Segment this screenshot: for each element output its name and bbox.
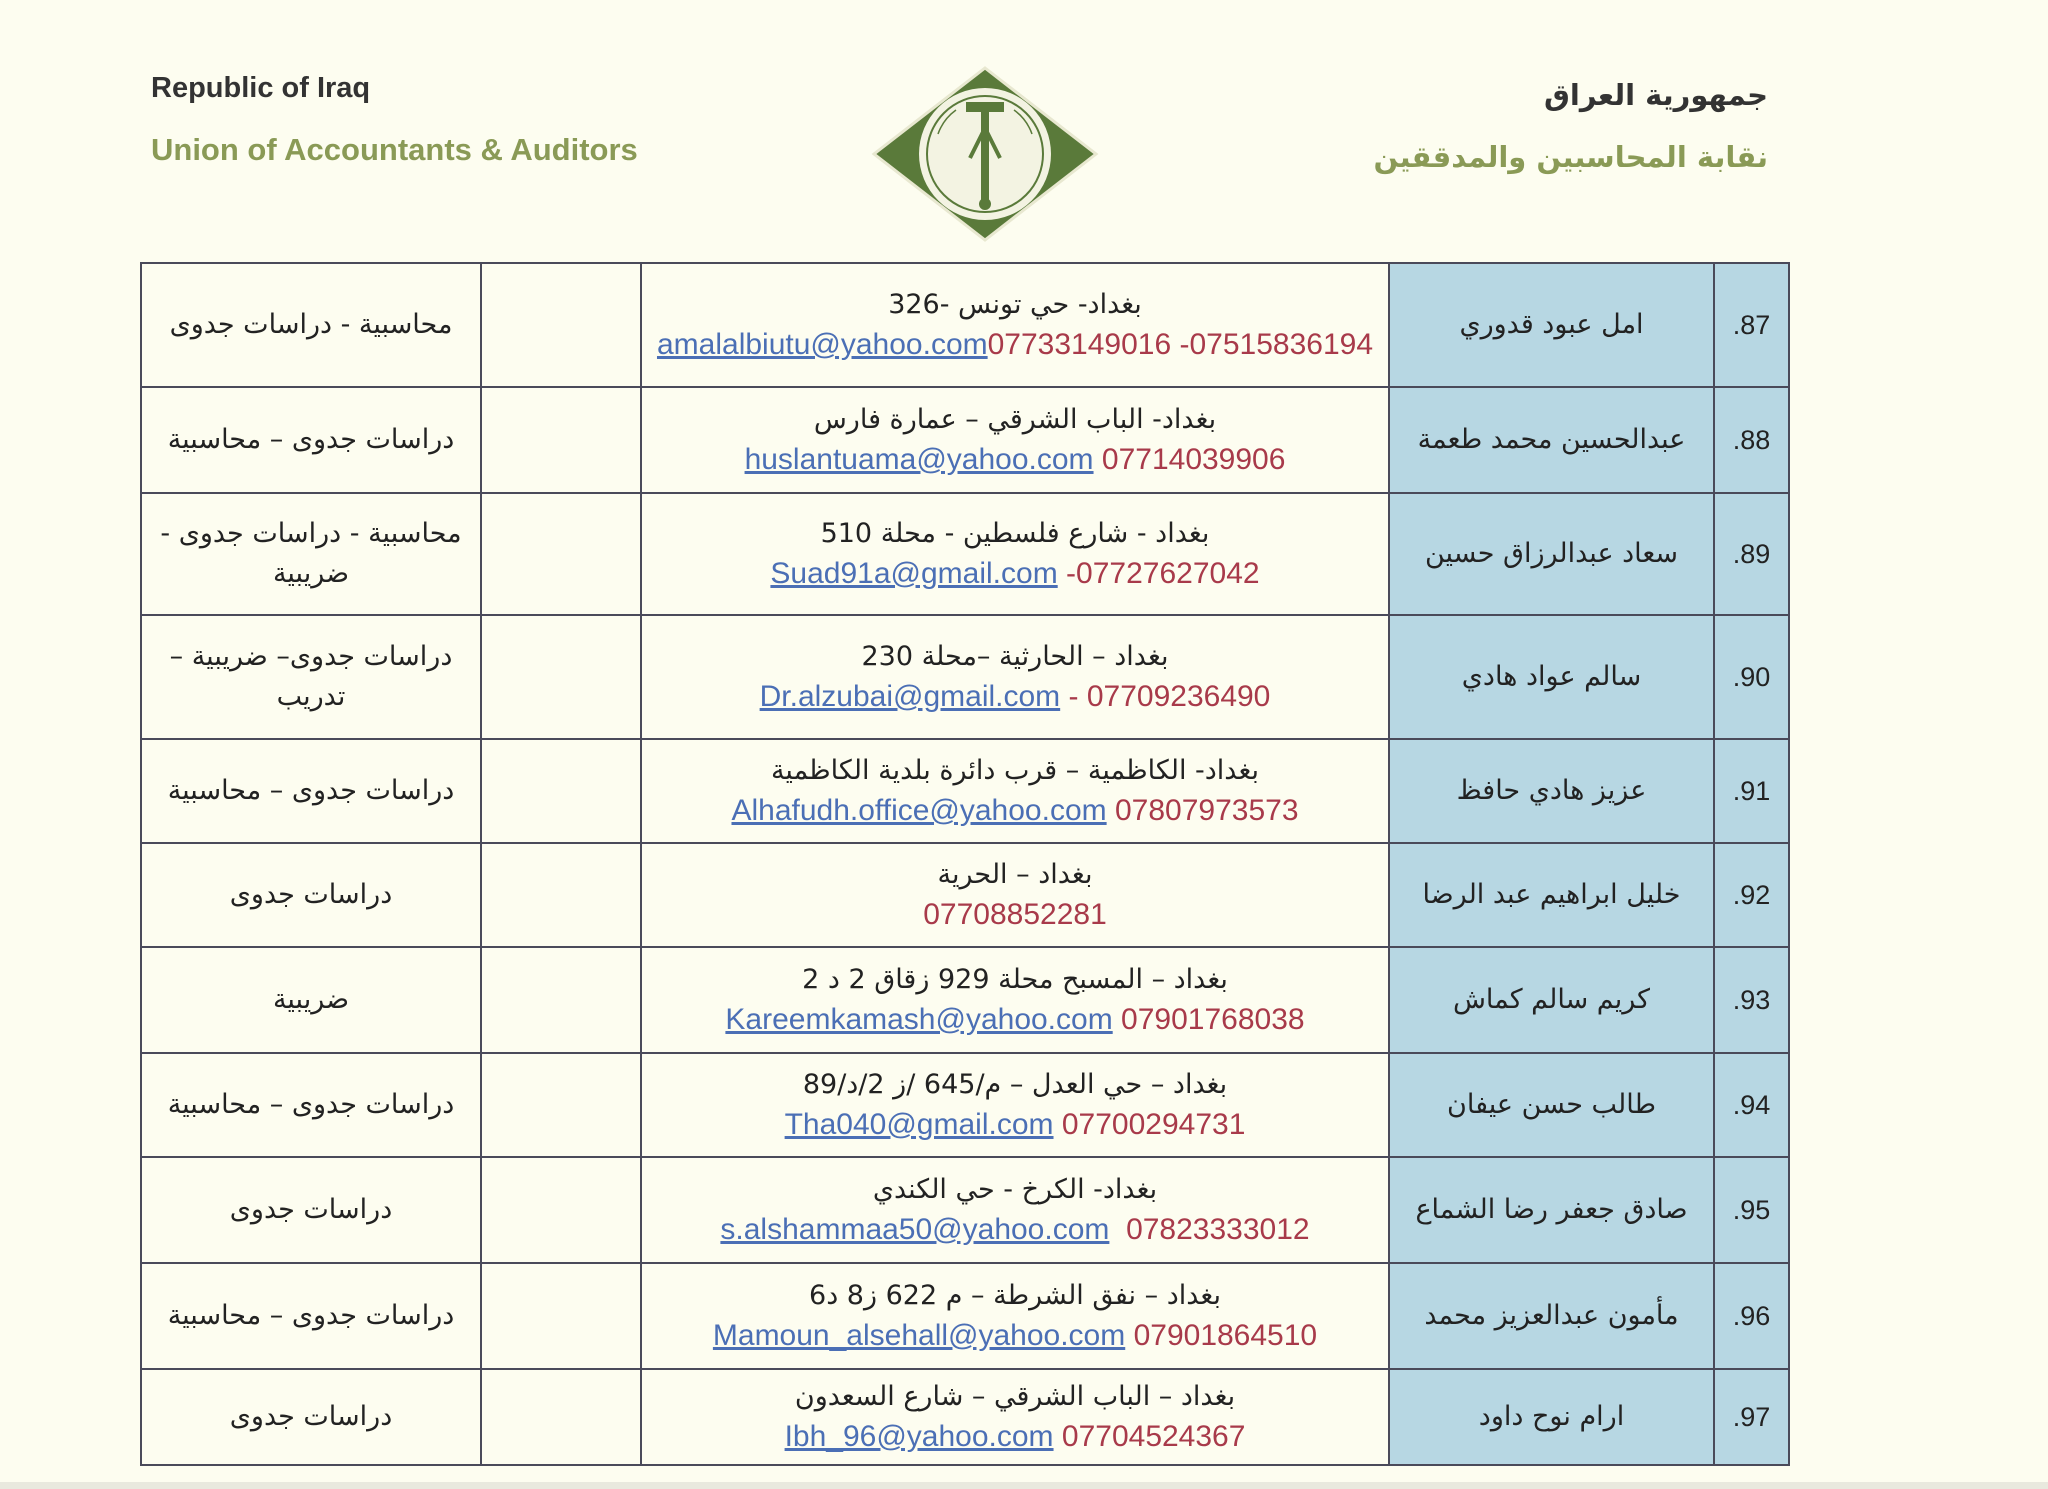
email-link[interactable]: amalalbiutu@yahoo.com: [656, 328, 988, 361]
address-contact-cell: [641, 739, 1389, 843]
specialization-cell: دراسات جدوى: [141, 843, 481, 947]
address-text: بغداد- الباب الشرقي – عمارة فارس: [813, 404, 1217, 435]
address-text: بغداد – نفق الشرطة – م 622 ز8 د6: [809, 1280, 1221, 1311]
table-row: [141, 1157, 1789, 1263]
contact-line: [642, 440, 1388, 480]
address-text: بغداد- الكرخ - حي الكندي: [872, 1174, 1158, 1205]
address-contact-cell: [641, 387, 1389, 493]
contact-line: [642, 677, 1388, 717]
member-name-cell: امل عبود قدوري: [1389, 263, 1714, 387]
row-number-cell: .90: [1714, 615, 1789, 739]
table-row: [141, 739, 1789, 843]
phone-number: 07708852281: [923, 898, 1107, 931]
phone-number: 07733149016 -07515836194: [987, 328, 1374, 361]
empty-cell: [481, 1053, 641, 1157]
empty-cell: [481, 843, 641, 947]
address-text: بغداد- الكاظمية – قرب دائرة بلدية الكاظمية: [770, 755, 1260, 786]
contact-separator: [1054, 1108, 1062, 1141]
member-name-cell: سالم عواد هادي: [1389, 615, 1714, 739]
header-arabic: [1373, 78, 1768, 174]
empty-cell: [481, 387, 641, 493]
address-text: بغداد – الحارثية –محلة 230: [861, 641, 1169, 672]
row-number-cell: .97: [1714, 1369, 1789, 1465]
row-number-cell: .92: [1714, 843, 1789, 947]
table-row: [141, 843, 1789, 947]
row-number-cell: .96: [1714, 1263, 1789, 1369]
union-seal-logo: [870, 64, 1100, 244]
address-contact-cell: [641, 615, 1389, 739]
address-contact-cell: [641, 843, 1389, 947]
address-text: بغداد - شارع فلسطين - محلة 510: [820, 518, 1210, 549]
specialization-cell: دراسات جدوى: [141, 1369, 481, 1465]
contact-separator: [1125, 1319, 1133, 1352]
row-number-cell: .95: [1714, 1157, 1789, 1263]
address-contact-cell: [641, 493, 1389, 615]
contact-separator: [1109, 1213, 1126, 1246]
member-name-cell: عزيز هادي حافظ: [1389, 739, 1714, 843]
specialization-cell: دراسات جدوى – محاسبية: [141, 739, 481, 843]
address-text: بغداد – الحرية: [937, 859, 1093, 890]
address-text: بغداد- حي تونس -326: [888, 289, 1142, 320]
contact-line: [642, 554, 1388, 594]
organization-name-ar: نقابة المحاسبين والمدققين: [1373, 140, 1768, 174]
specialization-cell: محاسبية - دراسات جدوى: [141, 263, 481, 387]
member-name-cell: ارام نوح داود: [1389, 1369, 1714, 1465]
organization-name-en: Union of Accountants & Auditors: [151, 132, 638, 167]
table-row: [141, 493, 1789, 615]
empty-cell: [481, 947, 641, 1053]
empty-cell: [481, 493, 641, 615]
specialization-cell: دراسات جدوى – محاسبية: [141, 1263, 481, 1369]
phone-number: - 07709236490: [1068, 680, 1271, 713]
contact-line: [642, 791, 1388, 831]
table-row: [141, 387, 1789, 493]
page-edge: [0, 1482, 2048, 1489]
member-name-cell: صادق جعفر رضا الشماع: [1389, 1157, 1714, 1263]
email-link[interactable]: huslantuama@yahoo.com: [744, 443, 1094, 476]
address-text: بغداد – حي العدل – م/645 /ز 2/د/89: [802, 1069, 1228, 1100]
specialization-cell: محاسبية - دراسات جدوى - ضريبية: [141, 493, 481, 615]
member-name-cell: طالب حسن عيفان: [1389, 1053, 1714, 1157]
email-link[interactable]: Dr.alzubai@gmail.com: [759, 680, 1061, 713]
table-row: [141, 1053, 1789, 1157]
address-contact-cell: [641, 1157, 1389, 1263]
empty-cell: [481, 1369, 641, 1465]
contact-separator: [1058, 557, 1066, 590]
row-number-cell: .94: [1714, 1053, 1789, 1157]
member-name-cell: خليل ابراهيم عبد الرضا: [1389, 843, 1714, 947]
contact-separator: [1107, 794, 1115, 827]
email-link[interactable]: Mamoun_alsehall@yahoo.com: [712, 1319, 1126, 1352]
contact-line: [642, 1417, 1388, 1457]
address-contact-cell: [641, 1263, 1389, 1369]
address-text: بغداد – المسبح محلة 929 زقاق 2 د 2: [802, 964, 1228, 995]
contact-line: [642, 1210, 1388, 1250]
phone-number: 07807973573: [1114, 794, 1299, 827]
table-row: [141, 947, 1789, 1053]
country-name-en: Republic of Iraq: [151, 72, 371, 104]
address-contact-cell: [641, 947, 1389, 1053]
table-row: [141, 1263, 1789, 1369]
empty-cell: [481, 615, 641, 739]
row-number-cell: .87: [1714, 263, 1789, 387]
row-number-cell: .93: [1714, 947, 1789, 1053]
contact-line: [642, 895, 1388, 935]
specialization-cell: ضريبية: [141, 947, 481, 1053]
contact-separator: [1113, 1003, 1121, 1036]
email-link[interactable]: Ibh_96@yahoo.com: [784, 1420, 1054, 1453]
contact-separator: [1094, 443, 1102, 476]
table-row: [141, 615, 1789, 739]
contact-line: [642, 1105, 1388, 1145]
email-link[interactable]: Tha040@gmail.com: [784, 1108, 1054, 1141]
specialization-cell: دراسات جدوى – محاسبية: [141, 1053, 481, 1157]
row-number-cell: .89: [1714, 493, 1789, 615]
member-name-cell: سعاد عبدالرزاق حسين: [1389, 493, 1714, 615]
address-text: بغداد – الباب الشرقي – شارع السعدون: [794, 1381, 1236, 1412]
row-number-cell: .91: [1714, 739, 1789, 843]
address-contact-cell: [641, 263, 1389, 387]
table-row: [141, 263, 1789, 387]
contact-separator: [1060, 680, 1068, 713]
member-name-cell: مأمون عبدالعزيز محمد: [1389, 1263, 1714, 1369]
empty-cell: [481, 1157, 641, 1263]
address-contact-cell: [641, 1053, 1389, 1157]
address-contact-cell: [641, 1369, 1389, 1465]
contact-line: [642, 1316, 1388, 1356]
member-name-cell: عبدالحسين محمد طعمة: [1389, 387, 1714, 493]
empty-cell: [481, 739, 641, 843]
phone-number: 07823333012: [1126, 1213, 1310, 1246]
row-number-cell: .88: [1714, 387, 1789, 493]
email-link[interactable]: Suad91a@gmail.com: [770, 557, 1058, 590]
specialization-cell: دراسات جدوى – محاسبية: [141, 387, 481, 493]
contact-line: [642, 1000, 1388, 1040]
contact-line: [642, 325, 1388, 365]
specialization-cell: دراسات جدوى: [141, 1157, 481, 1263]
email-link[interactable]: Kareemkamash@yahoo.com: [725, 1003, 1113, 1036]
country-name-ar: جمهورية العراق: [1543, 78, 1768, 112]
phone-number: -07727627042: [1066, 557, 1260, 590]
member-name-cell: كريم سالم كماش: [1389, 947, 1714, 1053]
contact-separator: [1054, 1420, 1062, 1453]
phone-number: 07704524367: [1061, 1420, 1246, 1453]
phone-number: 07714039906: [1101, 443, 1286, 476]
phone-number: 07901768038: [1121, 1003, 1305, 1036]
phone-number: 07901864510: [1133, 1319, 1318, 1352]
phone-number: 07700294731: [1061, 1108, 1246, 1141]
table-row: [141, 1369, 1789, 1465]
members-table: [140, 262, 1790, 1466]
header-english: [151, 72, 638, 168]
empty-cell: [481, 263, 641, 387]
specialization-cell: دراسات جدوى– ضريبية – تدريب: [141, 615, 481, 739]
email-link[interactable]: s.alshammaa50@yahoo.com: [720, 1213, 1110, 1246]
empty-cell: [481, 1263, 641, 1369]
email-link[interactable]: Alhafudh.office@yahoo.com: [731, 794, 1107, 827]
